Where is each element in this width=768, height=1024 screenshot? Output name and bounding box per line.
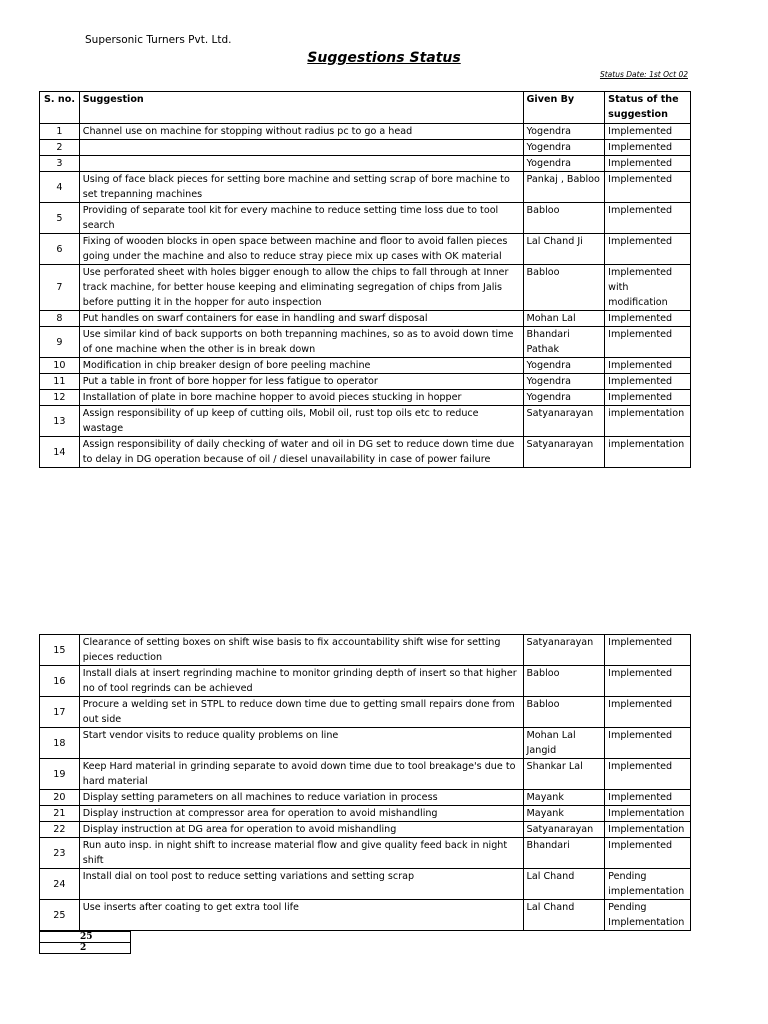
row-suggestion: Display instruction at DG area for operation to avoid mishandling — [79, 822, 523, 838]
row-status: Implementation — [605, 822, 691, 838]
table-row — [40, 374, 691, 390]
row-given-by: Babloo — [523, 203, 605, 234]
row-status: Implemented — [605, 327, 691, 358]
table-row — [40, 203, 691, 234]
table-row — [40, 124, 691, 140]
row-sno: 24 — [40, 869, 80, 900]
table-row — [40, 838, 691, 869]
column-header-suggestion: Suggestion — [79, 92, 523, 124]
column-header-given-by: Given By — [523, 92, 605, 124]
row-sno: 14 — [40, 437, 80, 468]
row-given-by: Yogendra — [523, 390, 605, 406]
table-row — [40, 265, 691, 311]
row-given-by: Lal Chand Ji — [523, 234, 605, 265]
row-suggestion: Run auto insp. in night shift to increase material flow and give quality feed back in night shift — [79, 838, 523, 869]
row-sno: 6 — [40, 234, 80, 265]
row-sno: 15 — [40, 635, 80, 666]
row-status: Implemented — [605, 635, 691, 666]
row-sno: 8 — [40, 311, 80, 327]
row-suggestion: Providing of separate tool kit for every machine to reduce setting time loss due to tool search — [79, 203, 523, 234]
table-row — [40, 666, 691, 697]
row-given-by: Mohan Lal — [523, 311, 605, 327]
row-sno: 23 — [40, 838, 80, 869]
table-row — [40, 822, 691, 838]
row-sno: 12 — [40, 390, 80, 406]
pending-count: 2 — [40, 943, 131, 954]
row-suggestion: Channel use on machine for stopping without radius pc to go a head — [79, 124, 523, 140]
row-given-by: Babloo — [523, 265, 605, 311]
row-sno: 5 — [40, 203, 80, 234]
row-sno: 2 — [40, 140, 80, 156]
row-given-by: Mayank — [523, 806, 605, 822]
row-suggestion: Put handles on swarf containers for ease in handling and swarf disposal — [79, 311, 523, 327]
table-row — [40, 635, 691, 666]
row-suggestion: Use perforated sheet with holes bigger enough to allow the chips to fall through at Inner track machine, for better house keeping and eliminating segregation of chips from Jalis before putting it in the hopper for auto inspection — [79, 265, 523, 311]
row-status: Implementation — [605, 806, 691, 822]
total-count: 25 — [40, 932, 131, 943]
row-suggestion: Put a table in front of bore hopper for less fatigue to operator — [79, 374, 523, 390]
row-sno: 20 — [40, 790, 80, 806]
table-row — [40, 759, 691, 790]
row-sno: 22 — [40, 822, 80, 838]
row-given-by: Bhandari Pathak — [523, 327, 605, 358]
row-status: Pending Implementation — [605, 900, 691, 931]
row-status: Implemented — [605, 311, 691, 327]
row-suggestion: Assign responsibility of daily checking of water and oil in DG set to reduce down time due to delay in DG operation because of oil / diesel unavailability in case of power failure — [79, 437, 523, 468]
row-status: Implemented — [605, 728, 691, 759]
row-suggestion — [79, 140, 523, 156]
row-status: Implemented — [605, 390, 691, 406]
row-status: Implemented — [605, 203, 691, 234]
row-suggestion: Start vendor visits to reduce quality problems on line — [79, 728, 523, 759]
row-sno: 16 — [40, 666, 80, 697]
row-sno: 11 — [40, 374, 80, 390]
table-row — [40, 869, 691, 900]
table-row — [40, 390, 691, 406]
row-given-by: Satyanarayan — [523, 406, 605, 437]
row-status: implementation — [605, 437, 691, 468]
table-row — [40, 234, 691, 265]
row-sno: 7 — [40, 265, 80, 311]
row-suggestion: Keep Hard material in grinding separate to avoid down time due to tool breakage's due to hard material — [79, 759, 523, 790]
row-suggestion: Procure a welding set in STPL to reduce down time due to getting small repairs done from out side — [79, 697, 523, 728]
row-sno: 3 — [40, 156, 80, 172]
row-suggestion: Install dial on tool post to reduce setting variations and setting scrap — [79, 869, 523, 900]
row-given-by: Yogendra — [523, 140, 605, 156]
row-given-by: Babloo — [523, 697, 605, 728]
row-given-by: Lal Chand — [523, 869, 605, 900]
row-status: Implemented — [605, 172, 691, 203]
company-name: Supersonic Turners Pvt. Ltd. — [85, 34, 232, 46]
row-given-by: Satyanarayan — [523, 437, 605, 468]
row-sno: 4 — [40, 172, 80, 203]
row-status: Implemented — [605, 234, 691, 265]
column-header-sno: S. no. — [40, 92, 80, 124]
row-given-by: Shankar Lal — [523, 759, 605, 790]
row-suggestion: Display setting parameters on all machines to reduce variation in process — [79, 790, 523, 806]
row-sno: 21 — [40, 806, 80, 822]
row-given-by: Yogendra — [523, 124, 605, 140]
table-row — [40, 790, 691, 806]
row-sno: 9 — [40, 327, 80, 358]
table-row — [40, 358, 691, 374]
row-given-by: Satyanarayan — [523, 635, 605, 666]
row-given-by: Satyanarayan — [523, 822, 605, 838]
row-sno: 1 — [40, 124, 80, 140]
row-suggestion: Use inserts after coating to get extra tool life — [79, 900, 523, 931]
row-sno: 18 — [40, 728, 80, 759]
table-row — [40, 156, 691, 172]
row-suggestion: Fixing of wooden blocks in open space between machine and floor to avoid fallen pieces going under the machine and also to reduce stray piece mix up cases with OK material — [79, 234, 523, 265]
row-given-by: Mohan Lal Jangid — [523, 728, 605, 759]
table-header-row — [40, 92, 691, 124]
row-status: implementation — [605, 406, 691, 437]
table-row — [40, 406, 691, 437]
row-sno: 17 — [40, 697, 80, 728]
row-given-by: Yogendra — [523, 374, 605, 390]
row-status: Implemented — [605, 666, 691, 697]
table-row — [40, 697, 691, 728]
row-given-by: Bhandari — [523, 838, 605, 869]
row-given-by: Yogendra — [523, 156, 605, 172]
row-status: Implemented — [605, 374, 691, 390]
row-suggestion: Installation of plate in bore machine hopper to avoid pieces stucking in hopper — [79, 390, 523, 406]
row-suggestion: Modification in chip breaker design of bore peeling machine — [79, 358, 523, 374]
column-header-status: Status of the suggestion — [605, 92, 691, 124]
row-status: Implemented — [605, 156, 691, 172]
row-suggestion: Use similar kind of back supports on both trepanning machines, so as to avoid down time of one machine when the other is in break down — [79, 327, 523, 358]
row-suggestion — [79, 156, 523, 172]
status-date: Status Date: 1st Oct 02 — [599, 70, 688, 79]
row-status: Implemented — [605, 838, 691, 869]
row-suggestion: Using of face black pieces for setting bore machine and setting scrap of bore machine to set trepanning machines — [79, 172, 523, 203]
row-status: Implemented — [605, 124, 691, 140]
suggestions-table-page2 — [39, 634, 691, 931]
row-sno: 10 — [40, 358, 80, 374]
table-row — [40, 437, 691, 468]
row-sno: 13 — [40, 406, 80, 437]
row-sno: 19 — [40, 759, 80, 790]
row-given-by: Pankaj , Babloo — [523, 172, 605, 203]
table-row — [40, 806, 691, 822]
table-row — [40, 327, 691, 358]
row-given-by: Lal Chand — [523, 900, 605, 931]
table-row — [40, 728, 691, 759]
table-row — [40, 900, 691, 931]
row-status: Implemented — [605, 790, 691, 806]
row-status: Implemented — [605, 358, 691, 374]
table-row — [40, 311, 691, 327]
page-title: Suggestions Status — [307, 50, 461, 66]
row-sno: 25 — [40, 900, 80, 931]
table-row — [40, 140, 691, 156]
row-suggestion: Assign responsibility of up keep of cutting oils, Mobil oil, rust top oils etc to reduce wastage — [79, 406, 523, 437]
row-given-by: Yogendra — [523, 358, 605, 374]
table-row — [40, 172, 691, 203]
totals-table — [39, 931, 131, 954]
row-suggestion: Display instruction at compressor area for operation to avoid mishandling — [79, 806, 523, 822]
row-suggestion: Clearance of setting boxes on shift wise basis to fix accountability shift wise for setting pieces reduction — [79, 635, 523, 666]
row-suggestion: Install dials at insert regrinding machine to monitor grinding depth of insert so that higher no of tool regrinds can be achieved — [79, 666, 523, 697]
row-status: Pending implementation — [605, 869, 691, 900]
row-status: Implemented — [605, 140, 691, 156]
suggestions-table-page1 — [39, 91, 691, 468]
row-status: Implemented with modification — [605, 265, 691, 311]
row-status: Implemented — [605, 759, 691, 790]
row-status: Implemented — [605, 697, 691, 728]
row-given-by: Babloo — [523, 666, 605, 697]
row-given-by: Mayank — [523, 790, 605, 806]
